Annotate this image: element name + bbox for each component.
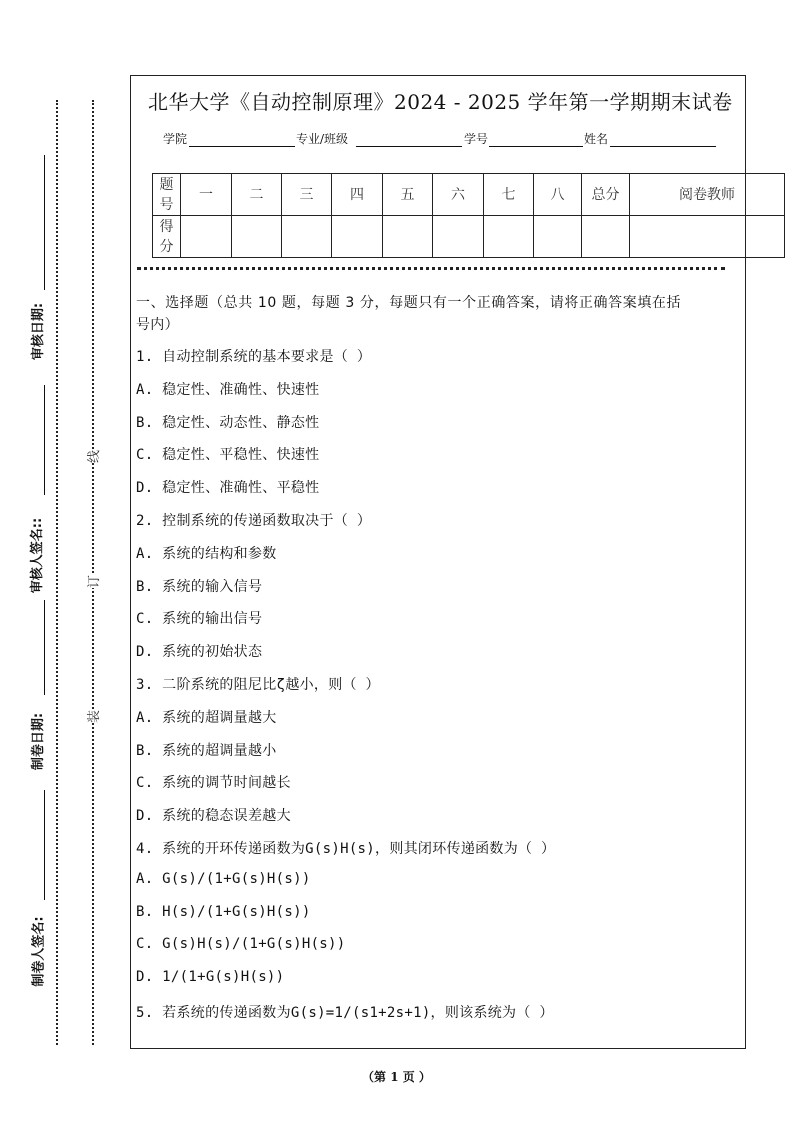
preparer-signature-line	[44, 790, 45, 900]
col-4: 四	[332, 174, 383, 216]
col-grader: 阅卷教师	[630, 174, 785, 216]
score-cell[interactable]	[582, 216, 630, 258]
binding-mark-bind: 装	[83, 710, 102, 723]
answer-option: A. 系统的结构和参数	[136, 545, 277, 562]
review-date-line	[44, 155, 45, 290]
reviewer-signature-label: 审核人签名::	[30, 517, 46, 594]
page-number: （第 1 页 ）	[362, 1070, 431, 1084]
major-class-label: 专业/班级	[296, 132, 349, 146]
college-label: 学院	[163, 132, 188, 146]
question-stem: 3. 二阶系统的阻尼比ζ越小，则（ ）	[136, 677, 380, 693]
prepare-date-line	[44, 600, 45, 695]
binding-mark-line: 线	[83, 450, 102, 463]
question-stem: 1. 自动控制系统的基本要求是（ ）	[136, 349, 372, 365]
score-cell[interactable]	[332, 216, 383, 258]
answer-option: D. 系统的初始状态	[136, 644, 263, 661]
col-8: 八	[534, 174, 582, 216]
col-total: 总分	[582, 174, 630, 216]
score-label: 得分	[153, 216, 181, 258]
answer-option: C. 系统的输出信号	[136, 611, 263, 628]
col-7: 七	[484, 174, 534, 216]
answer-option: A. 稳定性、准确性、快速性	[136, 381, 320, 398]
question-stem: 2. 控制系统的传递函数取决于（ ）	[136, 513, 372, 529]
header-separator	[137, 267, 725, 270]
student-id-field[interactable]	[489, 146, 583, 147]
col-2: 二	[232, 174, 282, 216]
answer-option: C. G(s)H(s)/(1+G(s)H(s))	[136, 936, 346, 953]
answer-option: D. 稳定性、准确性、平稳性	[136, 480, 320, 497]
answer-option: B. 系统的超调量越小	[136, 742, 277, 759]
header-label: 题号	[153, 174, 181, 216]
score-cell[interactable]	[232, 216, 282, 258]
major-class-field[interactable]	[356, 146, 462, 147]
answer-option: D. 1/(1+G(s)H(s))	[136, 969, 285, 986]
college-field[interactable]	[189, 146, 295, 147]
answer-option: A. G(s)/(1+G(s)H(s))	[136, 870, 311, 887]
answer-option: D. 系统的稳态误差越大	[136, 808, 291, 825]
binding-dotted-line-inner	[92, 100, 94, 1045]
question-stem: 5. 若系统的传递函数为G(s)=1/(s1+2s+1)，则该系统为（ ）	[136, 1005, 554, 1021]
section-heading-cont: 号内）	[136, 317, 179, 333]
answer-option: C. 稳定性、平稳性、快速性	[136, 447, 320, 464]
score-cell[interactable]	[534, 216, 582, 258]
review-date-label: 审核日期:	[31, 302, 47, 361]
score-cell[interactable]	[433, 216, 484, 258]
score-cell[interactable]	[484, 216, 534, 258]
question-stem: 4. 系统的开环传递函数为G(s)H(s)，则其闭环传递函数为（ ）	[136, 841, 556, 857]
name-label: 姓名	[584, 132, 609, 146]
name-field[interactable]	[610, 146, 716, 147]
score-cell[interactable]	[282, 216, 332, 258]
score-table-score-row	[153, 216, 785, 258]
preparer-signature-label: 制卷人签名:	[31, 916, 47, 987]
col-5: 五	[383, 174, 433, 216]
answer-option: B. H(s)/(1+G(s)H(s))	[136, 903, 311, 920]
col-1: 一	[181, 174, 232, 216]
answer-option: A. 系统的超调量越大	[136, 709, 277, 726]
binding-dotted-line-outer	[56, 100, 58, 1045]
binding-mark-staple: 订	[83, 575, 102, 588]
col-6: 六	[433, 174, 484, 216]
col-3: 三	[282, 174, 332, 216]
score-table	[152, 173, 785, 258]
score-cell[interactable]	[181, 216, 232, 258]
answer-option: B. 稳定性、动态性、静态性	[136, 414, 320, 431]
exam-title: 北华大学《自动控制原理》2024 - 2025 学年第一学期期末试卷	[148, 90, 733, 114]
answer-option: C. 系统的调节时间越长	[136, 775, 291, 792]
reviewer-signature-line	[44, 385, 45, 495]
answer-option: B. 系统的输入信号	[136, 578, 263, 595]
prepare-date-label: 制卷日期:	[31, 712, 47, 771]
section-heading: 一、选择题（总共 10 题，每题 3 分，每题只有一个正确答案，请将正确答案填在括	[136, 295, 682, 311]
score-cell[interactable]	[383, 216, 433, 258]
score-table-header-row	[153, 174, 785, 216]
student-id-label: 学号	[464, 132, 489, 146]
score-cell[interactable]	[630, 216, 785, 258]
